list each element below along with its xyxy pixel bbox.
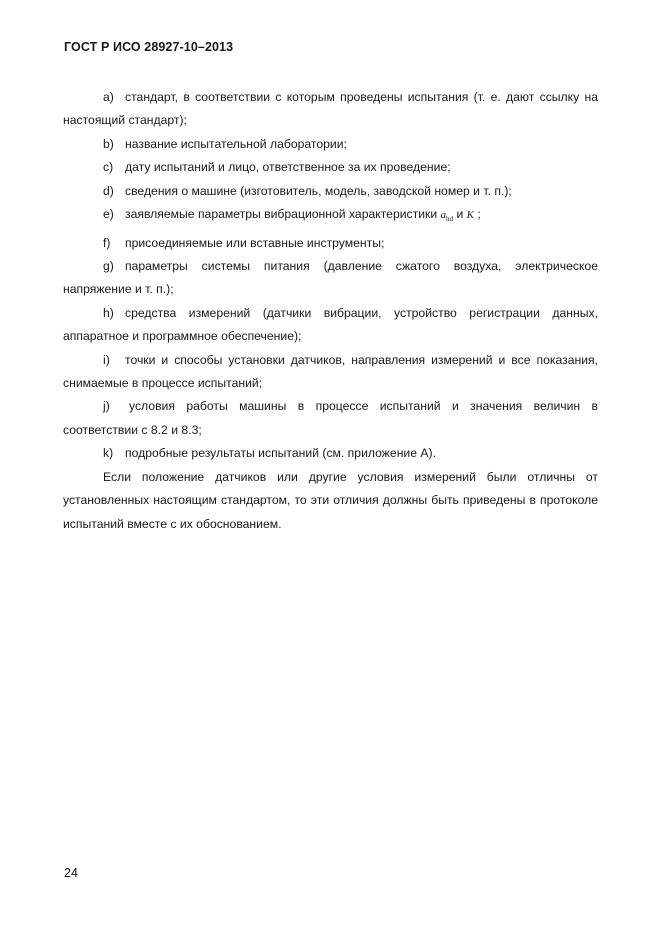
page-number: 24: [64, 866, 78, 880]
list-item-text: сведения о машине (изготовитель, модель, заводской номер и т. п.);: [125, 183, 512, 198]
symbol-k: K: [466, 209, 474, 222]
list-item-a: [63, 86, 598, 133]
document-body: [63, 86, 598, 536]
list-marker: f): [103, 235, 111, 250]
list-item-h: [63, 302, 598, 349]
list-item-d: [63, 180, 598, 203]
list-item-b: [63, 133, 598, 156]
list-marker: i): [103, 352, 110, 367]
list-item-text: присоединяемые или вставные инструменты;: [125, 235, 385, 250]
list-marker: k): [103, 446, 114, 461]
list-marker: h): [103, 305, 114, 320]
list-item-text: параметры системы питания (давление сжатого воздуха, электрическое напряжение и т. п.);: [63, 259, 598, 297]
list-item-e: [63, 203, 598, 232]
list-item-k: [63, 442, 598, 465]
list-item-text: заявляемые параметры вибрационной характеристики: [125, 207, 438, 222]
list-item-i: [63, 349, 598, 396]
list-marker: j): [103, 399, 110, 414]
symbol-a-hd: $a_{hd}$: [440, 209, 454, 224]
list-marker: d): [103, 183, 114, 198]
list-marker: b): [103, 136, 114, 151]
list-item-f: [63, 232, 598, 255]
list-marker: g): [103, 259, 114, 274]
list-item-c: [63, 156, 598, 179]
list-item-j: [63, 395, 598, 442]
list-marker: a): [103, 90, 114, 104]
list-item-text: условия работы машины в процессе испытаний и значения величин в соответствии с 8.2 и 8.3;: [63, 399, 598, 437]
list-item-text: подробные результаты испытаний (см. приложение А).: [125, 446, 436, 461]
list-item-text: стандарт, в соответствии с которым проведены испытания (т. е. дают ссылку на настоящий стандарт);: [63, 90, 598, 128]
terminator: ;: [477, 207, 481, 222]
list-item-text: точки и способы установки датчиков, направления измерений и все показания, снимаемые в процессе испытаний;: [63, 352, 598, 391]
list-item-g: [63, 255, 598, 302]
list-marker: c): [103, 160, 114, 175]
document-header: ГОСТ Р ИСО 28927-10–2013: [64, 40, 234, 54]
conjunction: и: [456, 207, 464, 222]
closing-paragraph: Если положение датчиков или другие условия измерений были отличны от установленных настоящим стандартом, то эти отличия должны быть приведены в протоколе испытаний вместе с их обоснованием.: [63, 469, 598, 531]
list-item-text: средства измерений (датчики вибрации, устройство регистрации данных, аппаратное и программное обеспечение);: [63, 305, 598, 344]
list-item-text: дату испытаний и лицо, ответственное за их проведение;: [125, 160, 451, 175]
list-marker: e): [103, 207, 114, 222]
list-item-text: название испытательной лаборатории;: [125, 136, 347, 151]
